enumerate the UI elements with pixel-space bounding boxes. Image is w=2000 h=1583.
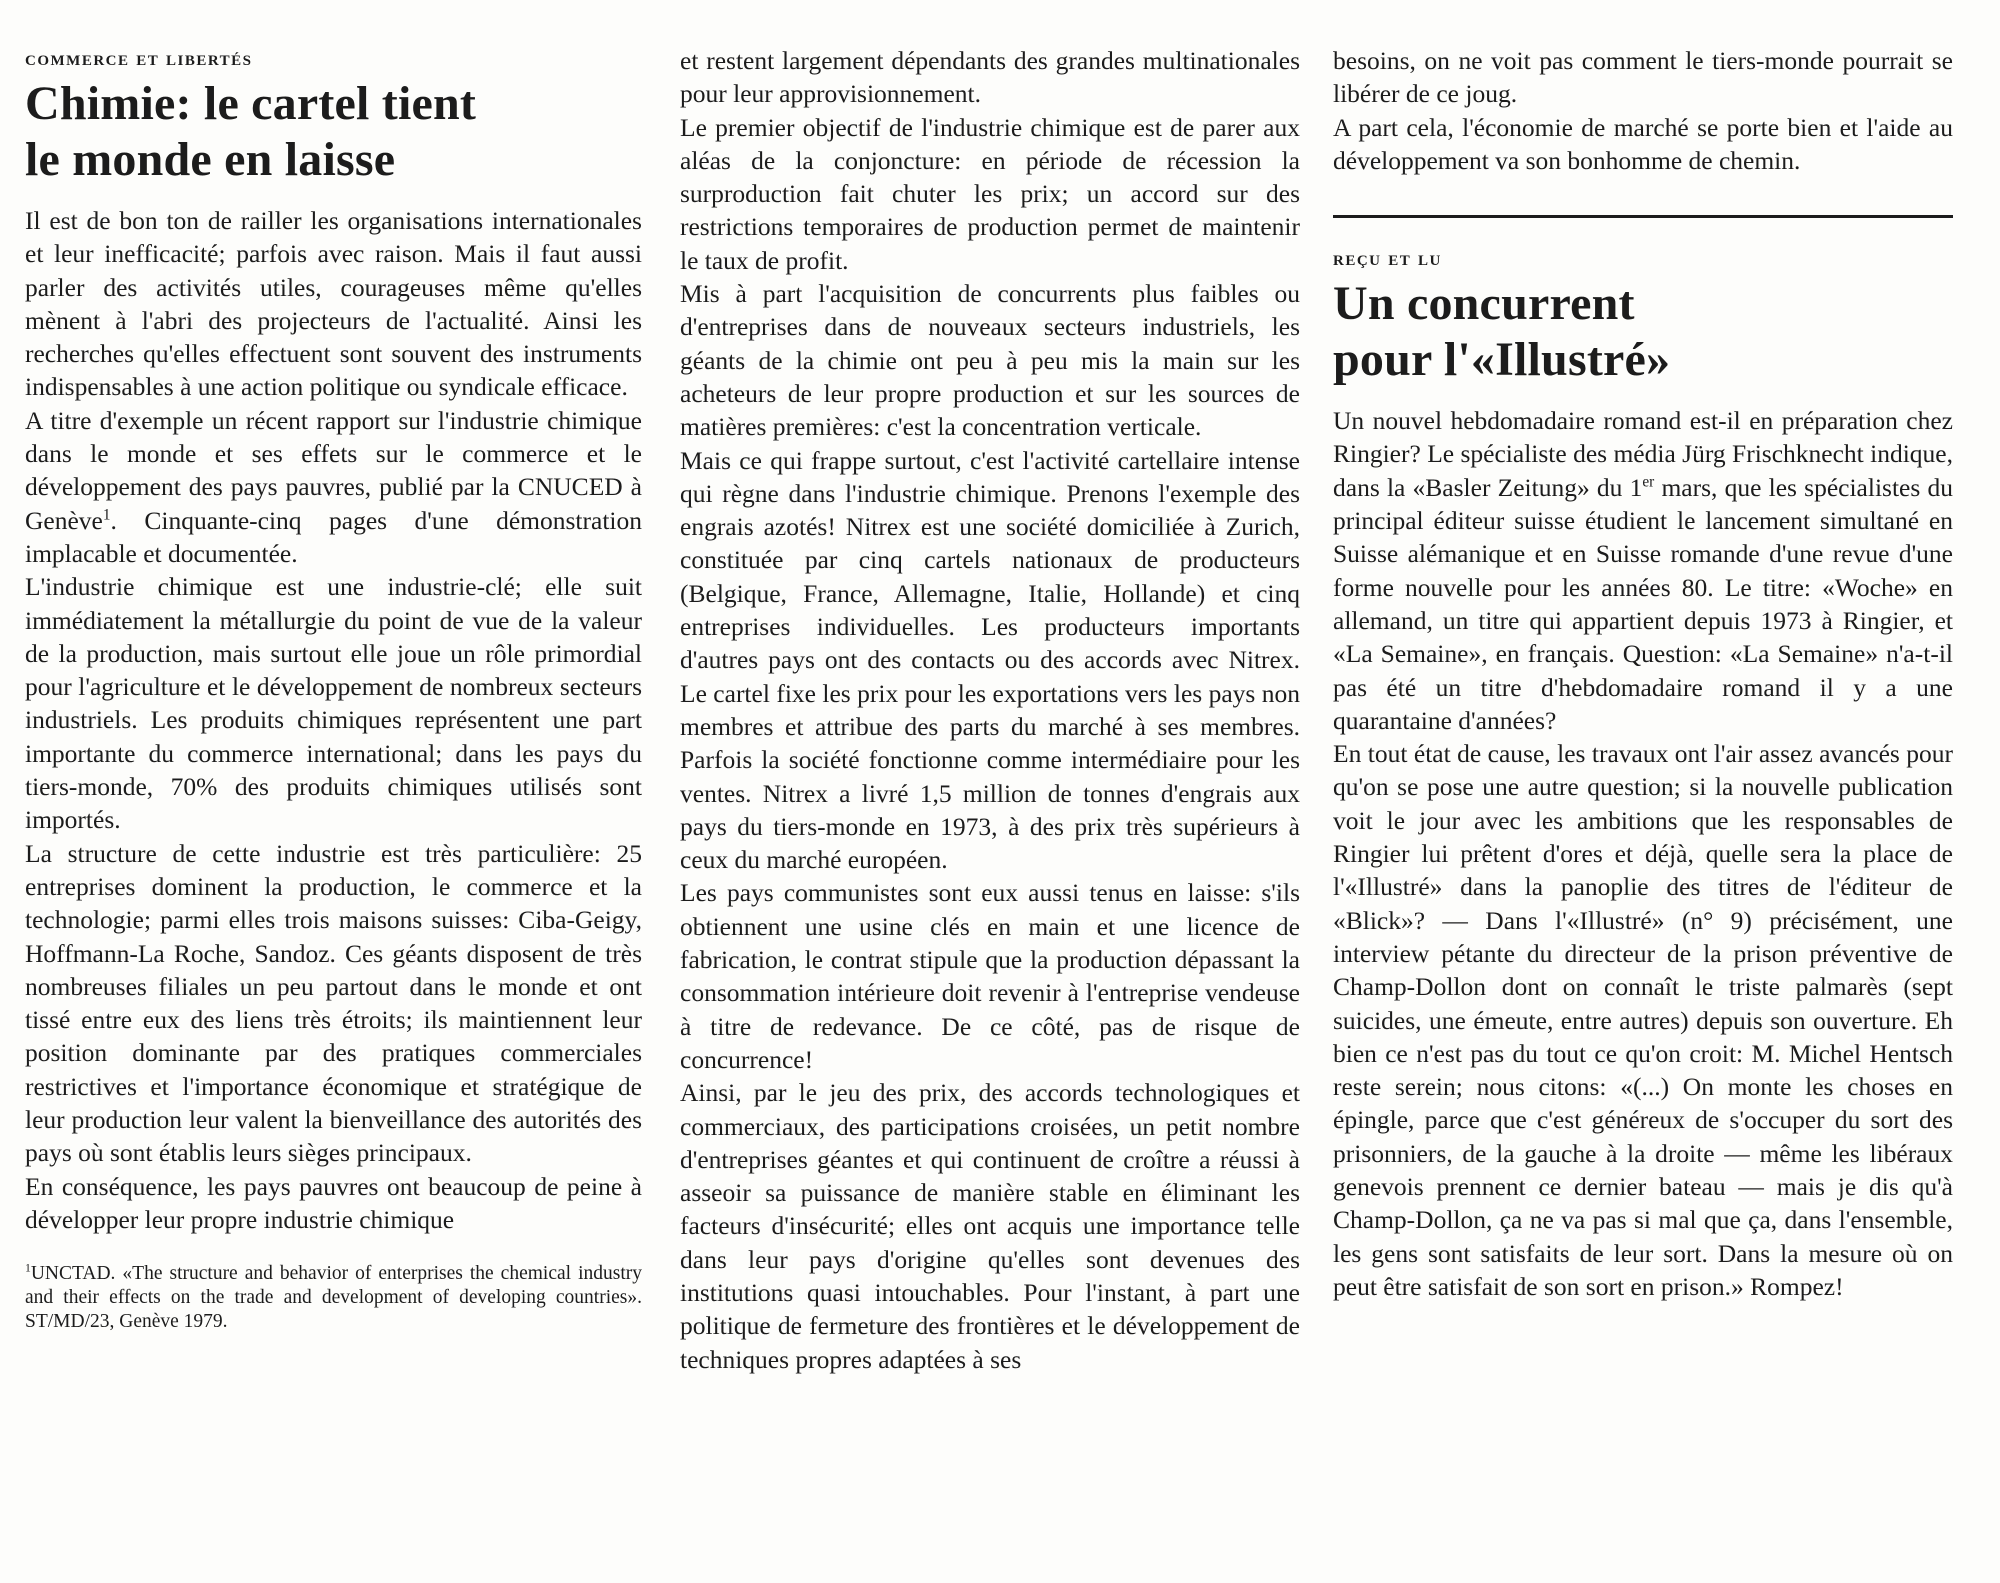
footnote-ref: 1 — [102, 506, 111, 524]
column-3 — [1333, 44, 1953, 1303]
article1-col2-paragraph-6: Ainsi, par le jeu des prix, des accords technologiques et commerciaux, des participations croisées, un petit nombre d'entreprises géantes et qui continuent de croître a réussi à asseoir sa puissance de manière stable en éliminant les facteurs d'insécurité; elles ont acquis une importance telle dans leur pays d'origine qu'elles sont devenues des institutions quasi intouchables. Pour l'instant, à part une politique de fermeture des frontières et le développement de techniques propres adaptées à ses — [680, 1078, 1300, 1374]
article1-paragraph-5: En conséquence, les pays pauvres ont beaucoup de peine à développer leur propre industrie chimique — [25, 1171, 642, 1234]
article2-headline-line2: pour l'«Illustré» — [1333, 333, 1671, 387]
article1-footnote — [25, 1262, 642, 1334]
article1-paragraph-4: La structure de cette industrie est très particulière: 25 entreprises dominent la production, le commerce et la technologie; parmi elles trois maisons suisses: Ciba-Geigy, Hoffmann-La Roche, Sandoz. Ces géants disposent de très nombreuses filiales un peu partout dans le monde et ont tissé entre eux des liens très étroits; ils maintiennent leur position dominante par des pratiques commerciales restrictives et l'importance économique et stratégique de leur production leur valent la bienveillance des autorités des pays où sont établis leurs sièges principaux. — [25, 838, 642, 1168]
article1-headline-line1: Chimie: le cartel tient — [25, 77, 477, 130]
article1-col2-paragraph-3: Mis à part l'acquisition de concurrents plus faibles ou d'entreprises dans de nouveaux secteurs industriels, les géants de la chimie ont peu à peu mis la main sur les acheteurs de leur propre production et sur les sources de matières premières: c'est la concentration verticale. — [680, 279, 1300, 442]
article1-paragraph-1: Il est de bon ton de railler les organisations internationales et leur inefficacité; parfois avec raison. Mais il faut aussi parler des activités utiles, courageuses même qu'elles mènent à l'abri des projecteurs de l'actualité. Ainsi les recherches qu'elles effectuent sont souvent des instruments indispensables à une action politique ou syndicale efficace. — [25, 206, 642, 402]
article2-headline — [1333, 276, 1953, 388]
article1-headline-line2: le monde en laisse — [25, 133, 396, 186]
footnote-marker: 1 — [25, 1261, 31, 1275]
article1-paragraph-2-text-a: A titre d'exemple un récent rapport sur l'industrie chimique dans le monde et ses effets sur le commerce et le développement des pays pauvres, publié par la CNUCED à Genève — [25, 405, 642, 535]
column-2 — [680, 44, 1300, 1376]
article1-col3-paragraph-1: besoins, on ne voit pas comment le tiers-monde pourrait se libérer de ce joug. — [1333, 46, 1953, 109]
article2-paragraph-2: En tout état de cause, les travaux ont l'air assez avancés pour qu'on se pose une autre question; si la nouvelle publication voit le jour avec les ambitions que les responsables de Ringier lui prêtent d'ores et déjà, quelle sera la place de l'«Illustré» dans la panoplie des titres de l'éditeur de «Blick»? — Dans l'«Illustré» (n° 9) précisément, une interview pétante du directeur de la prison préventive de Champ-Dollon dont on connaît le triste palmarès (sept suicides, une émeute, entre autres) depuis son ouverture. Eh bien ce n'est pas du tout ce qu'on croit: M. Michel Hentsch reste serein; nous citons: «(...) On monte les choses en épingle, parce que c'est généreux de s'occuper du sort des prisonniers, de la gauche à la droite — même les libéraux genevois prennent ce dernier bateau — mais je dis qu'à Champ-Dollon, ça ne va pas si mal que ça, dans l'ensemble, les gens sont satisfaits de leur sort. Dans la mesure où on peut être satisfait de son sort en prison.» Rompez! — [1333, 739, 1953, 1301]
article1-paragraph-2 — [25, 404, 642, 570]
article1-kicker: commerce et libertés — [25, 46, 253, 70]
article1-paragraph-2-text-b: . Cinquante-cinq pages d'une démonstration implacable et documentée. — [25, 505, 642, 568]
article2-kicker: reçu et lu — [1333, 246, 1442, 271]
article2-paragraph-1 — [1333, 404, 1953, 737]
article2-headline-line1: Un concurrent — [1333, 277, 1635, 331]
article1-col2-paragraph-1: et restent largement dépendants des grandes multinationales pour leur approvisionnement. — [680, 46, 1300, 109]
ordinal-superscript: er — [1642, 473, 1655, 491]
column-1 — [25, 44, 642, 1334]
footnote-text: UNCTAD. «The structure and behavior of enterprises the chemical industry and their effects on the trade and development of developing countries». ST/MD/23, Genève 1979. — [25, 1263, 642, 1333]
article1-headline — [25, 76, 642, 188]
article1-paragraph-3: L'industrie chimique est une industrie-clé; elle suit immédiatement la métallurgie du point de vue de la valeur de la production, mais surtout elle joue un rôle primordial pour l'agriculture et le développement de nombreux secteurs industriels. Les produits chimiques représentent une part importante du commerce international; dans les pays du tiers-monde, 70% des produits chimiques utilisés sont importés. — [25, 572, 642, 835]
article1-col2-paragraph-4: Mais ce qui frappe surtout, c'est l'activité cartellaire intense qui règne dans l'industrie chimique. Prenons l'exemple des engrais azotés! Nitrex est une société domiciliée à Zurich, constituée par cinq cartels nationaux de producteurs (Belgique, France, Allemagne, Italie, Hollande) et cinq entreprises individuelles. Les producteurs importants d'autres pays ont des contacts ou des accords avec Nitrex. Le cartel fixe les prix pour les exportations vers les pays non membres et attribue des parts du marché à ses membres. Parfois la société fonctionne comme intermédiaire pour les ventes. Nitrex a livré 1,5 million de tonnes d'engrais aux pays du tiers-monde en 1973, à des prix très supérieurs à ceux du marché européen. — [680, 445, 1300, 875]
article2-paragraph-1-text-b: mars, que les spécialistes du principal éditeur suisse étudient le lancement simultané en Suisse alémanique et en Suisse romande d'une revue d'une forme nouvelle pour les années 80. Le titre: «Woche» en allemand, un titre qui appartient depuis 1973 à Ringier, et «La Semaine», en français. Question: «La Semaine» n'a-t-il pas été un titre d'hebdomadaire romand il y a une quarantaine d'années? — [1333, 472, 1953, 735]
article1-col2-paragraph-5: Les pays communistes sont eux aussi tenus en laisse: s'ils obtiennent une usine clés en main et une licence de fabrication, le contrat stipule que la production dépassant la consommation intérieure doit revenir à l'entreprise vendeuse à titre de redevance. De ce côté, pas de risque de concurrence! — [680, 878, 1300, 1074]
section-divider — [1333, 215, 1953, 218]
article1-col3-paragraph-2: A part cela, l'économie de marché se porte bien et l'aide au développement va son bonhomme de chemin. — [1333, 112, 1953, 175]
article2-paragraph-1-text-a: Un nouvel hebdomadaire romand est-il en préparation chez Ringier? Le spécialiste des média Jürg Frischknecht indique, dans la «Basler Zeitung» du 1 — [1333, 406, 1953, 502]
article1-col2-paragraph-2: Le premier objectif de l'industrie chimique est de parer aux aléas de la conjoncture: en période de récession la surproduction fait chuter les prix; un accord sur des restrictions temporaires de production permet de maintenir le taux de profit. — [680, 112, 1300, 275]
